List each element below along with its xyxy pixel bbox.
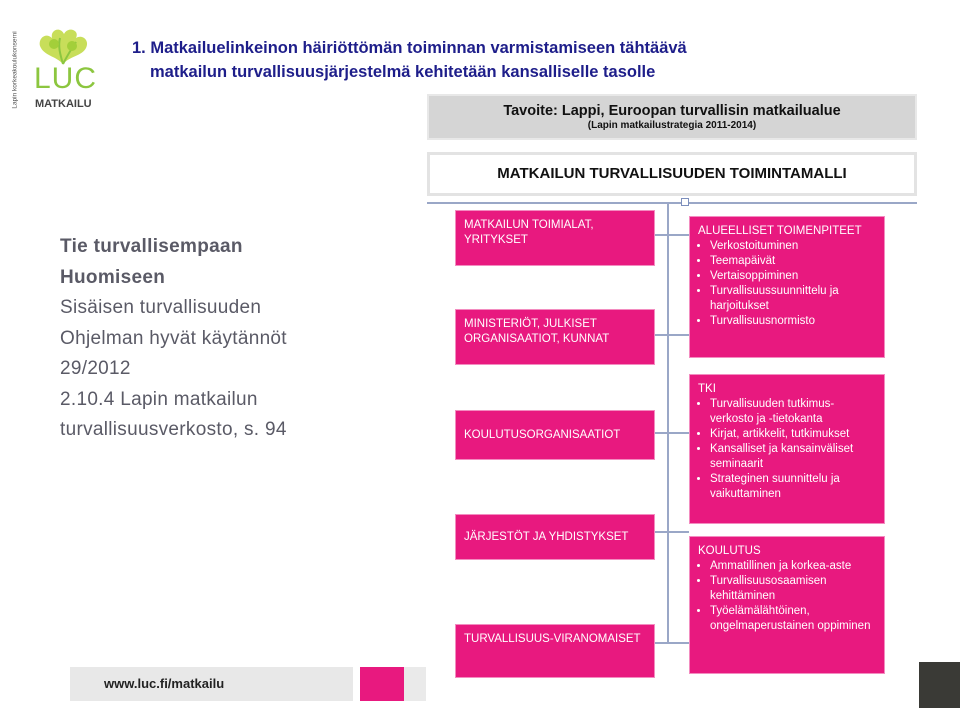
logo-name: LUC	[34, 62, 98, 95]
reference-line: Sisäisen turvallisuuden	[60, 297, 262, 318]
connector-line	[655, 234, 689, 236]
actor-box	[455, 210, 655, 266]
goal-title: Tavoite: Lappi, Euroopan turvallisin matkailualue	[503, 103, 841, 119]
actor-box-label: KOULUTUSORGANISAATIOT	[464, 429, 621, 441]
connector-line	[655, 432, 689, 434]
reference-line: Tie turvallisempaan	[60, 236, 243, 257]
activity-item: • Vertaisoppiminen	[710, 269, 876, 284]
activity-item: • Verkostoituminen	[710, 239, 876, 254]
activity-box-title: KOULUTUS	[698, 545, 761, 557]
logo-subtitle: MATKAILU	[35, 98, 92, 110]
activity-item: • Ammatillinen ja korkea-aste	[710, 559, 876, 574]
activity-box	[689, 536, 885, 674]
activity-item: • Kirjat, artikkelit, tutkimukset	[710, 427, 876, 442]
actor-box-label: JÄRJESTÖT JA YHDISTYKSET	[464, 531, 629, 543]
activity-item: • Turvallisuuden tutkimus-verkosto ja -tietokanta	[710, 397, 876, 427]
reference-line: Huomiseen	[60, 266, 166, 288]
connector-line	[655, 531, 689, 533]
footer-url[interactable]: www.luc.fi/matkailu	[104, 676, 225, 691]
reference-text	[60, 232, 420, 446]
activity-box-title: TKI	[698, 383, 716, 395]
actor-box-label: MINISTERIÖT, JULKISET ORGANISAATIOT, KUNNAT	[464, 318, 610, 345]
actor-box	[455, 410, 655, 460]
corner-photo	[919, 662, 960, 708]
footer-accent	[404, 667, 426, 701]
actor-box	[455, 309, 655, 365]
reference-line: 2.10.4 Lapin matkailun	[60, 388, 258, 410]
reference-line: 29/2012	[60, 358, 131, 379]
activity-box-title: ALUEELLISET TOIMENPITEET	[698, 225, 862, 237]
title-line-1: 1. Matkailuelinkeinon häiriöttömän toiminnan varmistamiseen tähtäävä	[132, 39, 687, 57]
activity-item: • Kansalliset ja kansainväliset seminaarit	[710, 442, 876, 472]
reference-line: Ohjelman hyvät käytännöt	[60, 327, 287, 349]
connector-line	[667, 204, 669, 644]
connector-handle	[681, 198, 689, 206]
goal-subtitle: (Lapin matkailustrategia 2011-2014)	[587, 120, 757, 131]
activity-item: • Työelämälähtöinen, ongelmaperustainen oppiminen	[710, 604, 876, 634]
connector-line	[655, 334, 689, 336]
safety-model-diagram	[427, 94, 919, 689]
actor-box	[455, 514, 655, 560]
actor-box-label: MATKAILUN TOIMIALAT, YRITYKSET	[464, 219, 594, 246]
actor-box	[455, 624, 655, 678]
leaf-icon	[36, 26, 90, 66]
reference-line: turvallisuusverkosto, s. 94	[60, 419, 287, 440]
activity-box	[689, 216, 885, 358]
goal-banner	[427, 94, 917, 140]
title-line-2: matkailun turvallisuusjärjestelmä kehitetään kansalliselle tasolle	[150, 63, 656, 81]
activity-item: • Turvallisuusnormisto	[710, 314, 876, 329]
slide-title	[132, 36, 922, 84]
actor-box-label: TURVALLISUUS-VIRANOMAISET	[464, 633, 641, 645]
activity-item: • Teemapäivät	[710, 254, 876, 269]
footer-accent	[360, 667, 404, 701]
connector-line	[655, 642, 689, 644]
activity-item: • Strateginen suunnittelu ja vaikuttaminen	[710, 472, 876, 502]
activity-item: • Turvallisuussuunnittelu ja harjoitukset	[710, 284, 876, 314]
activity-box	[689, 374, 885, 524]
luc-logo	[8, 18, 98, 118]
model-banner: MATKAILUN TURVALLISUUDEN TOIMINTAMALLI	[427, 152, 917, 196]
logo-vertical-text: Lapin korkeakoulukonserni	[11, 31, 19, 109]
connector-line	[427, 202, 917, 204]
activity-item: • Turvallisuusosaamisen kehittäminen	[710, 574, 876, 604]
